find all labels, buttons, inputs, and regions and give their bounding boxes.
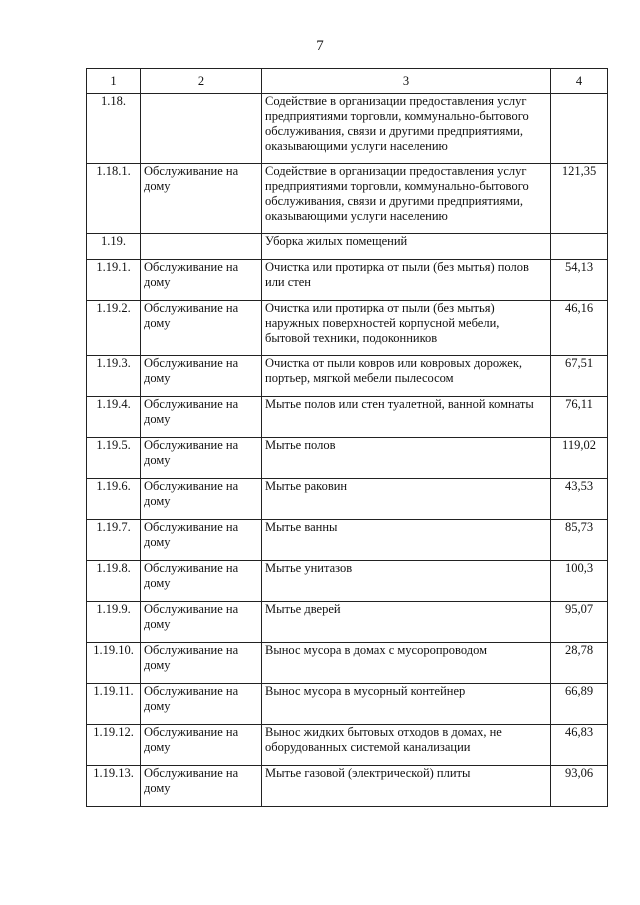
service-description: Мытье дверей [262,602,551,643]
service-price: 66,89 [551,684,608,725]
service-price: 46,83 [551,725,608,766]
service-type: Обслуживание на дому [141,684,262,725]
table-row [87,164,608,234]
service-type: Обслуживание на дому [141,520,262,561]
service-price: 85,73 [551,520,608,561]
service-type: Обслуживание на дому [141,766,262,807]
service-price: 119,02 [551,438,608,479]
row-number: 1.18. [87,94,141,164]
service-type: Обслуживание на дому [141,301,262,356]
service-price: 100,3 [551,561,608,602]
table-row [87,766,608,807]
service-price: 67,51 [551,356,608,397]
service-description: Мытье раковин [262,479,551,520]
row-number: 1.19.13. [87,766,141,807]
service-price: 54,13 [551,260,608,301]
service-price [551,234,608,260]
row-number: 1.19. [87,234,141,260]
column-header-1: 1 [87,69,141,94]
column-header-4: 4 [551,69,608,94]
row-number: 1.19.12. [87,725,141,766]
table-row [87,234,608,260]
service-type: Обслуживание на дому [141,438,262,479]
table-row [87,94,608,164]
row-number: 1.19.3. [87,356,141,397]
service-description: Мытье газовой (электрической) плиты [262,766,551,807]
row-number: 1.19.9. [87,602,141,643]
service-description: Содействие в организации предоставления услуг предприятиями торговли, коммунально-бытового обслуживания, связи и другими предприятиями, оказывающими услуги населению [262,164,551,234]
page-number: 7 [316,38,324,54]
service-type: Обслуживание на дому [141,260,262,301]
row-number: 1.19.2. [87,301,141,356]
row-number: 1.19.8. [87,561,141,602]
row-number: 1.19.1. [87,260,141,301]
service-price: 28,78 [551,643,608,684]
table-row [87,684,608,725]
table-row [87,520,608,561]
service-price [551,94,608,164]
service-description: Очистка от пыли ковров или ковровых дорожек, портьер, мягкой мебели пылесосом [262,356,551,397]
table-row [87,356,608,397]
service-description: Мытье полов или стен туалетной, ванной комнаты [262,397,551,438]
table-row [87,397,608,438]
service-type [141,94,262,164]
service-price: 121,35 [551,164,608,234]
table-row [87,301,608,356]
service-description: Вынос жидких бытовых отходов в домах, не оборудованных системой канализации [262,725,551,766]
table-row [87,602,608,643]
table-row [87,260,608,301]
row-number: 1.19.7. [87,520,141,561]
table-row [87,479,608,520]
service-description: Очистка или протирка от пыли (без мытья) наружных поверхностей корпусной мебели, бытовой техники, подоконников [262,301,551,356]
table-row [87,561,608,602]
service-type: Обслуживание на дому [141,164,262,234]
service-price: 43,53 [551,479,608,520]
table-row [87,725,608,766]
service-price: 46,16 [551,301,608,356]
service-description: Мытье ванны [262,520,551,561]
row-number: 1.19.5. [87,438,141,479]
table-row [87,438,608,479]
service-description: Очистка или протирка от пыли (без мытья) полов или стен [262,260,551,301]
table-row [87,643,608,684]
service-type: Обслуживание на дому [141,561,262,602]
column-header-2: 2 [141,69,262,94]
service-description: Содействие в организации предоставления услуг предприятиями торговли, коммунально-бытового обслуживания, связи и другими предприятиями, оказывающими услуги населению [262,94,551,164]
table-header-row [87,69,608,94]
service-description: Вынос мусора в мусорный контейнер [262,684,551,725]
row-number: 1.19.11. [87,684,141,725]
tariff-table [86,68,608,807]
service-type: Обслуживание на дому [141,725,262,766]
service-price: 95,07 [551,602,608,643]
service-description: Уборка жилых помещений [262,234,551,260]
service-type: Обслуживание на дому [141,643,262,684]
service-description: Мытье полов [262,438,551,479]
row-number: 1.19.10. [87,643,141,684]
service-description: Вынос мусора в домах с мусоропроводом [262,643,551,684]
row-number: 1.19.4. [87,397,141,438]
row-number: 1.18.1. [87,164,141,234]
row-number: 1.19.6. [87,479,141,520]
service-type: Обслуживание на дому [141,602,262,643]
service-type: Обслуживание на дому [141,479,262,520]
column-header-3: 3 [262,69,551,94]
service-type: Обслуживание на дому [141,356,262,397]
service-type: Обслуживание на дому [141,397,262,438]
service-price: 76,11 [551,397,608,438]
service-type [141,234,262,260]
service-description: Мытье унитазов [262,561,551,602]
service-price: 93,06 [551,766,608,807]
